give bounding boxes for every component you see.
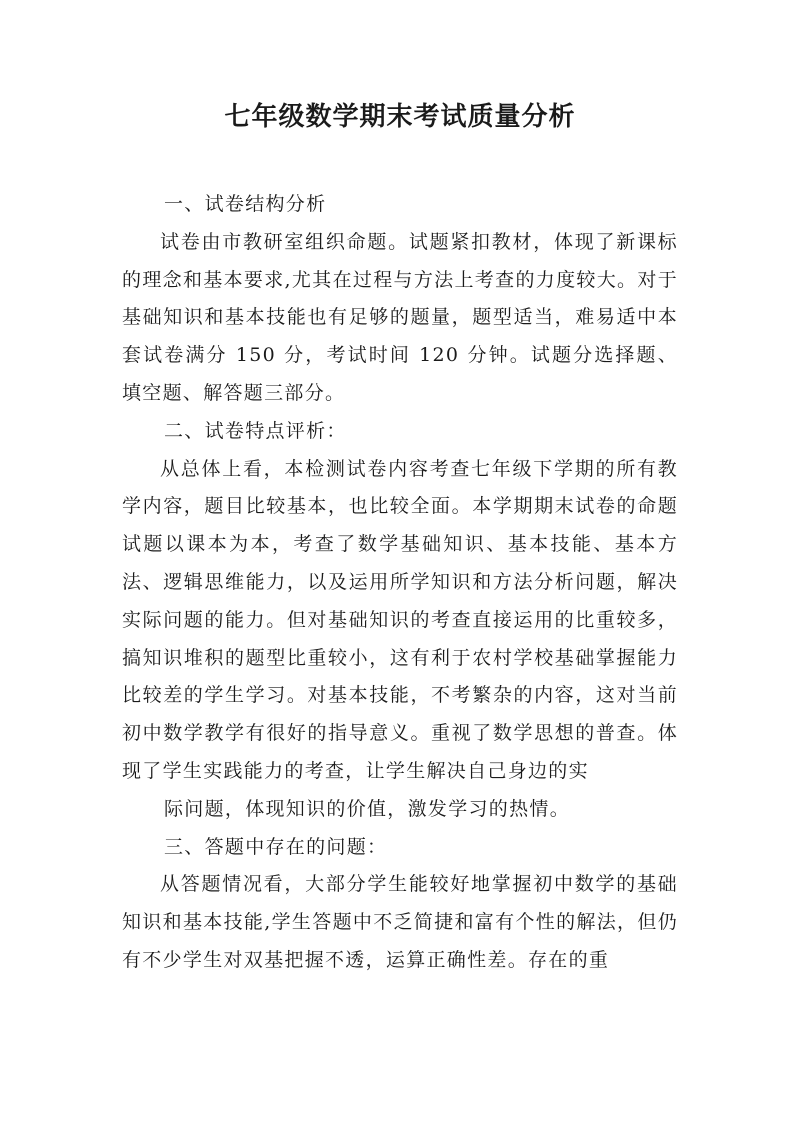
- paragraph-problems: 从答题情况看，大部分学生能较好地掌握初中数学的基础知识和基本技能,学生答题中不乏简捷和富有个性的解法，但仍有不少学生对双基把握不透，运算正确性差。存在的重: [122, 873, 678, 971]
- paragraph-features: 从总体上看，本检测试卷内容考查七年级下学期的所有教学内容，题目比较基本，也比较全面。本学期期末试卷的命题试题以课本为本，考查了数学基础知识、基本技能、基本方法、逻辑思维能力，以及运用所学知识和方法分析问题，解决实际问题的能力。但对基础知识的考查直接运用的比重较多，搞知识堆积的题型比重较小，这有利于农村学校基础掌握能力比较差的学生学习。对基本技能，不考繁杂的内容，这对当前初中数学教学有很好的指导意义。重视了数学思想的普查。体现了学生实践能力的考查，让学生解决自己身边的实: [122, 457, 678, 782]
- paragraph-features-continued: 际问题，体现知识的价值，激发学习的热情。: [164, 797, 571, 820]
- section-heading-structure: 一、试卷结构分析: [164, 193, 327, 215]
- document-title: 七年级数学期末考试质量分析: [224, 102, 576, 132]
- paragraph-structure: 试卷由市教研室组织命题。试题紧扣教材，体现了新课标的理念和基本要求,尤其在过程与方法上考查的力度较大。对于基础知识和基本技能也有足够的题量，题型适当，难易适中本套试卷满分 150 分，考试时间 120 分钟。试题分选择题、填空题、解答题三部分。: [122, 230, 678, 404]
- section-heading-features: 二、试卷特点评析：: [164, 419, 347, 442]
- document-body: [122, 186, 678, 980]
- section-heading-problems: 三、答题中存在的问题：: [164, 835, 388, 858]
